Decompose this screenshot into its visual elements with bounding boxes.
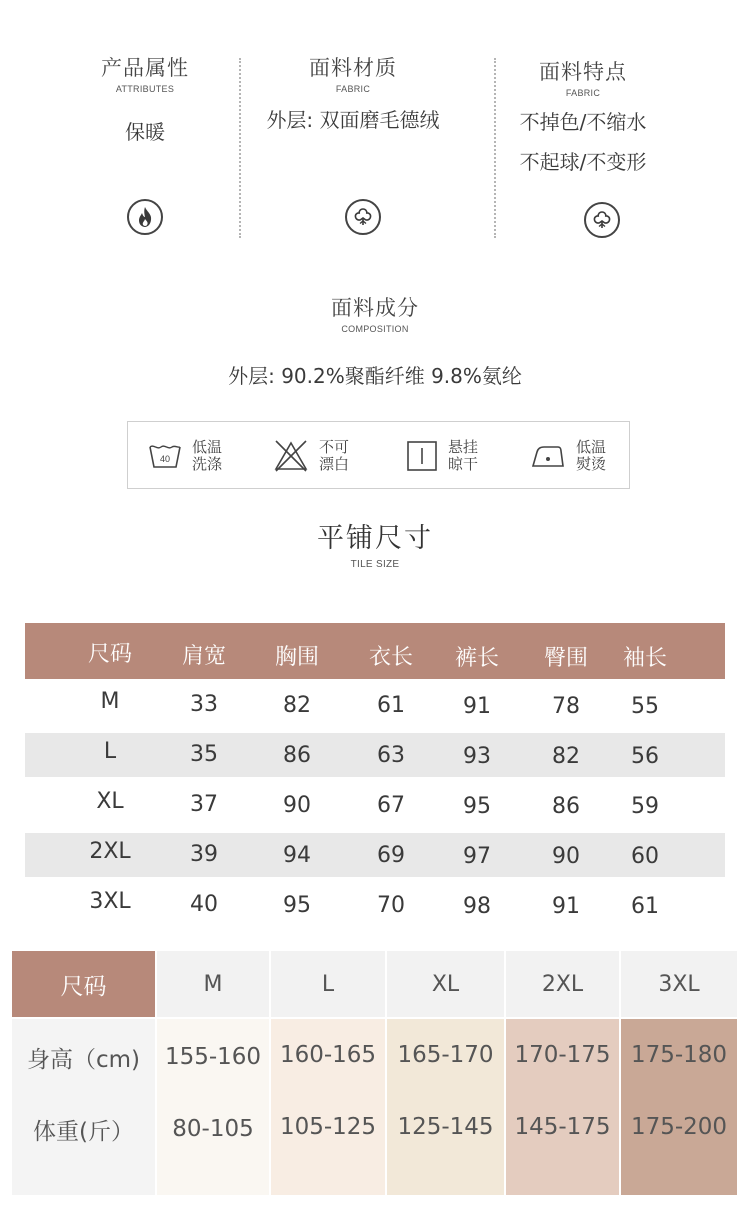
composition-value: 外层: 90.2%聚酯纤维 9.8%氨纶	[228, 364, 522, 388]
table-cell: 86	[283, 743, 311, 768]
fit-height-value: 175-180	[630, 1042, 728, 1068]
attribute-title-en: ATTRIBUTES	[115, 84, 175, 94]
table-cell: 93	[463, 744, 491, 769]
table-cell: 67	[377, 793, 405, 818]
table-row	[25, 883, 725, 927]
attribute-value: 保暖	[125, 120, 165, 144]
attribute-title-en: FABRIC	[565, 88, 601, 98]
flame-icon	[127, 199, 163, 235]
attribute-column-3	[483, 56, 683, 182]
table-cell: 40	[190, 892, 218, 917]
care-item	[273, 436, 353, 476]
table-cell: 69	[377, 843, 405, 868]
attribute-column-2	[253, 52, 453, 140]
table-cell: 91	[552, 894, 580, 919]
table-cell: 94	[283, 843, 311, 868]
no-bleach-icon	[273, 439, 309, 473]
table-cell: 63	[377, 743, 405, 768]
table-cell: XL	[96, 789, 124, 814]
table-row	[25, 833, 725, 877]
care-label: 悬挂 晾干	[448, 438, 479, 473]
tile-size-title-en: TILE SIZE	[350, 559, 400, 570]
care-label: 低温 洗涤	[192, 438, 223, 473]
table-cell: 78	[552, 694, 580, 719]
table-cell: 82	[552, 744, 580, 769]
table-cell: 97	[463, 844, 491, 869]
fit-height-label: 身高（cm)	[26, 1046, 141, 1073]
header-cell: 尺码	[87, 642, 132, 667]
attribute-value: 外层: 双面磨毛德绒	[266, 108, 440, 132]
table-cell: 59	[631, 794, 659, 819]
attribute-value: 不起球/不变形	[519, 150, 647, 174]
fit-weight-value: 80-105	[172, 1116, 254, 1142]
fit-table-size-header: 3XL	[621, 951, 737, 1017]
header-cell: 裤长	[454, 646, 499, 671]
fit-weight-value: 105-125	[279, 1114, 377, 1140]
attribute-value: 不掉色/不缩水	[519, 110, 647, 134]
table-cell: M	[100, 689, 120, 714]
table-cell: 90	[283, 793, 311, 818]
attribute-column-1	[45, 52, 245, 152]
tile-size-title: 平铺尺寸	[317, 523, 433, 554]
table-cell: 90	[552, 844, 580, 869]
fit-weight-value: 125-145	[397, 1114, 494, 1140]
wash-temperature: 40	[159, 454, 171, 464]
fit-table-size-header: L	[271, 951, 385, 1017]
header-cell: 袖长	[622, 646, 667, 671]
fit-weight-value: 175-200	[630, 1114, 728, 1140]
attribute-title: 面料材质	[309, 56, 397, 80]
table-cell: 33	[190, 692, 218, 717]
fit-table-size-header: 2XL	[506, 951, 619, 1017]
table-row	[25, 683, 725, 727]
divider	[239, 58, 241, 238]
attribute-title: 产品属性	[101, 56, 189, 80]
low-iron-icon	[530, 442, 566, 470]
table-cell: 56	[631, 744, 659, 769]
composition-title: 面料成分	[331, 296, 419, 320]
attribute-title-en: FABRIC	[335, 84, 371, 94]
cotton-icon	[345, 199, 381, 235]
cotton-icon	[584, 202, 620, 238]
table-cell: 70	[377, 893, 405, 918]
table-cell: 95	[283, 893, 311, 918]
table-cell: 82	[283, 693, 311, 718]
tile-size-section	[0, 516, 750, 570]
fit-table-size-header: M	[157, 951, 269, 1017]
fit-weight-value: 145-175	[514, 1114, 611, 1140]
table-cell: 61	[631, 894, 659, 919]
table-cell: 95	[463, 794, 491, 819]
table-row	[25, 783, 725, 827]
table-cell: 2XL	[89, 839, 131, 864]
fit-table-size-header: XL	[387, 951, 504, 1017]
attribute-title: 面料特点	[539, 60, 627, 84]
table-cell: 3XL	[89, 889, 131, 914]
care-item	[148, 436, 226, 476]
fit-table-corner: 尺码	[12, 951, 155, 1017]
hang-dry-icon	[406, 440, 438, 472]
table-row	[25, 733, 725, 777]
header-cell: 衣长	[368, 645, 413, 670]
care-item	[406, 436, 482, 476]
table-cell: 37	[190, 792, 218, 817]
fit-height-value: 160-165	[279, 1042, 377, 1068]
fit-weight-label: 体重(斤）	[33, 1118, 134, 1145]
fit-height-value: 170-175	[514, 1042, 611, 1068]
table-cell: 98	[463, 894, 491, 919]
table-cell: 35	[190, 742, 218, 767]
table-cell: 61	[377, 693, 405, 718]
table-cell: 60	[631, 844, 659, 869]
size-table-header	[25, 623, 725, 679]
care-label: 低温 熨烫	[576, 438, 607, 473]
table-cell: 55	[631, 694, 659, 719]
fit-height-value: 155-160	[164, 1044, 262, 1070]
composition-section	[0, 292, 750, 389]
fit-height-value: 165-170	[397, 1042, 494, 1068]
care-label: 不可 漂白	[319, 438, 350, 473]
table-cell: L	[103, 739, 117, 764]
table-cell: 39	[190, 842, 218, 867]
table-cell: 86	[552, 794, 580, 819]
header-cell: 肩宽	[181, 644, 226, 669]
care-instructions	[127, 421, 630, 489]
wash-40-icon	[148, 441, 182, 471]
header-cell: 胸围	[274, 645, 319, 670]
table-cell: 91	[463, 694, 491, 719]
care-item	[530, 436, 610, 476]
header-cell: 臀围	[543, 646, 588, 671]
composition-title-en: COMPOSITION	[341, 324, 409, 334]
